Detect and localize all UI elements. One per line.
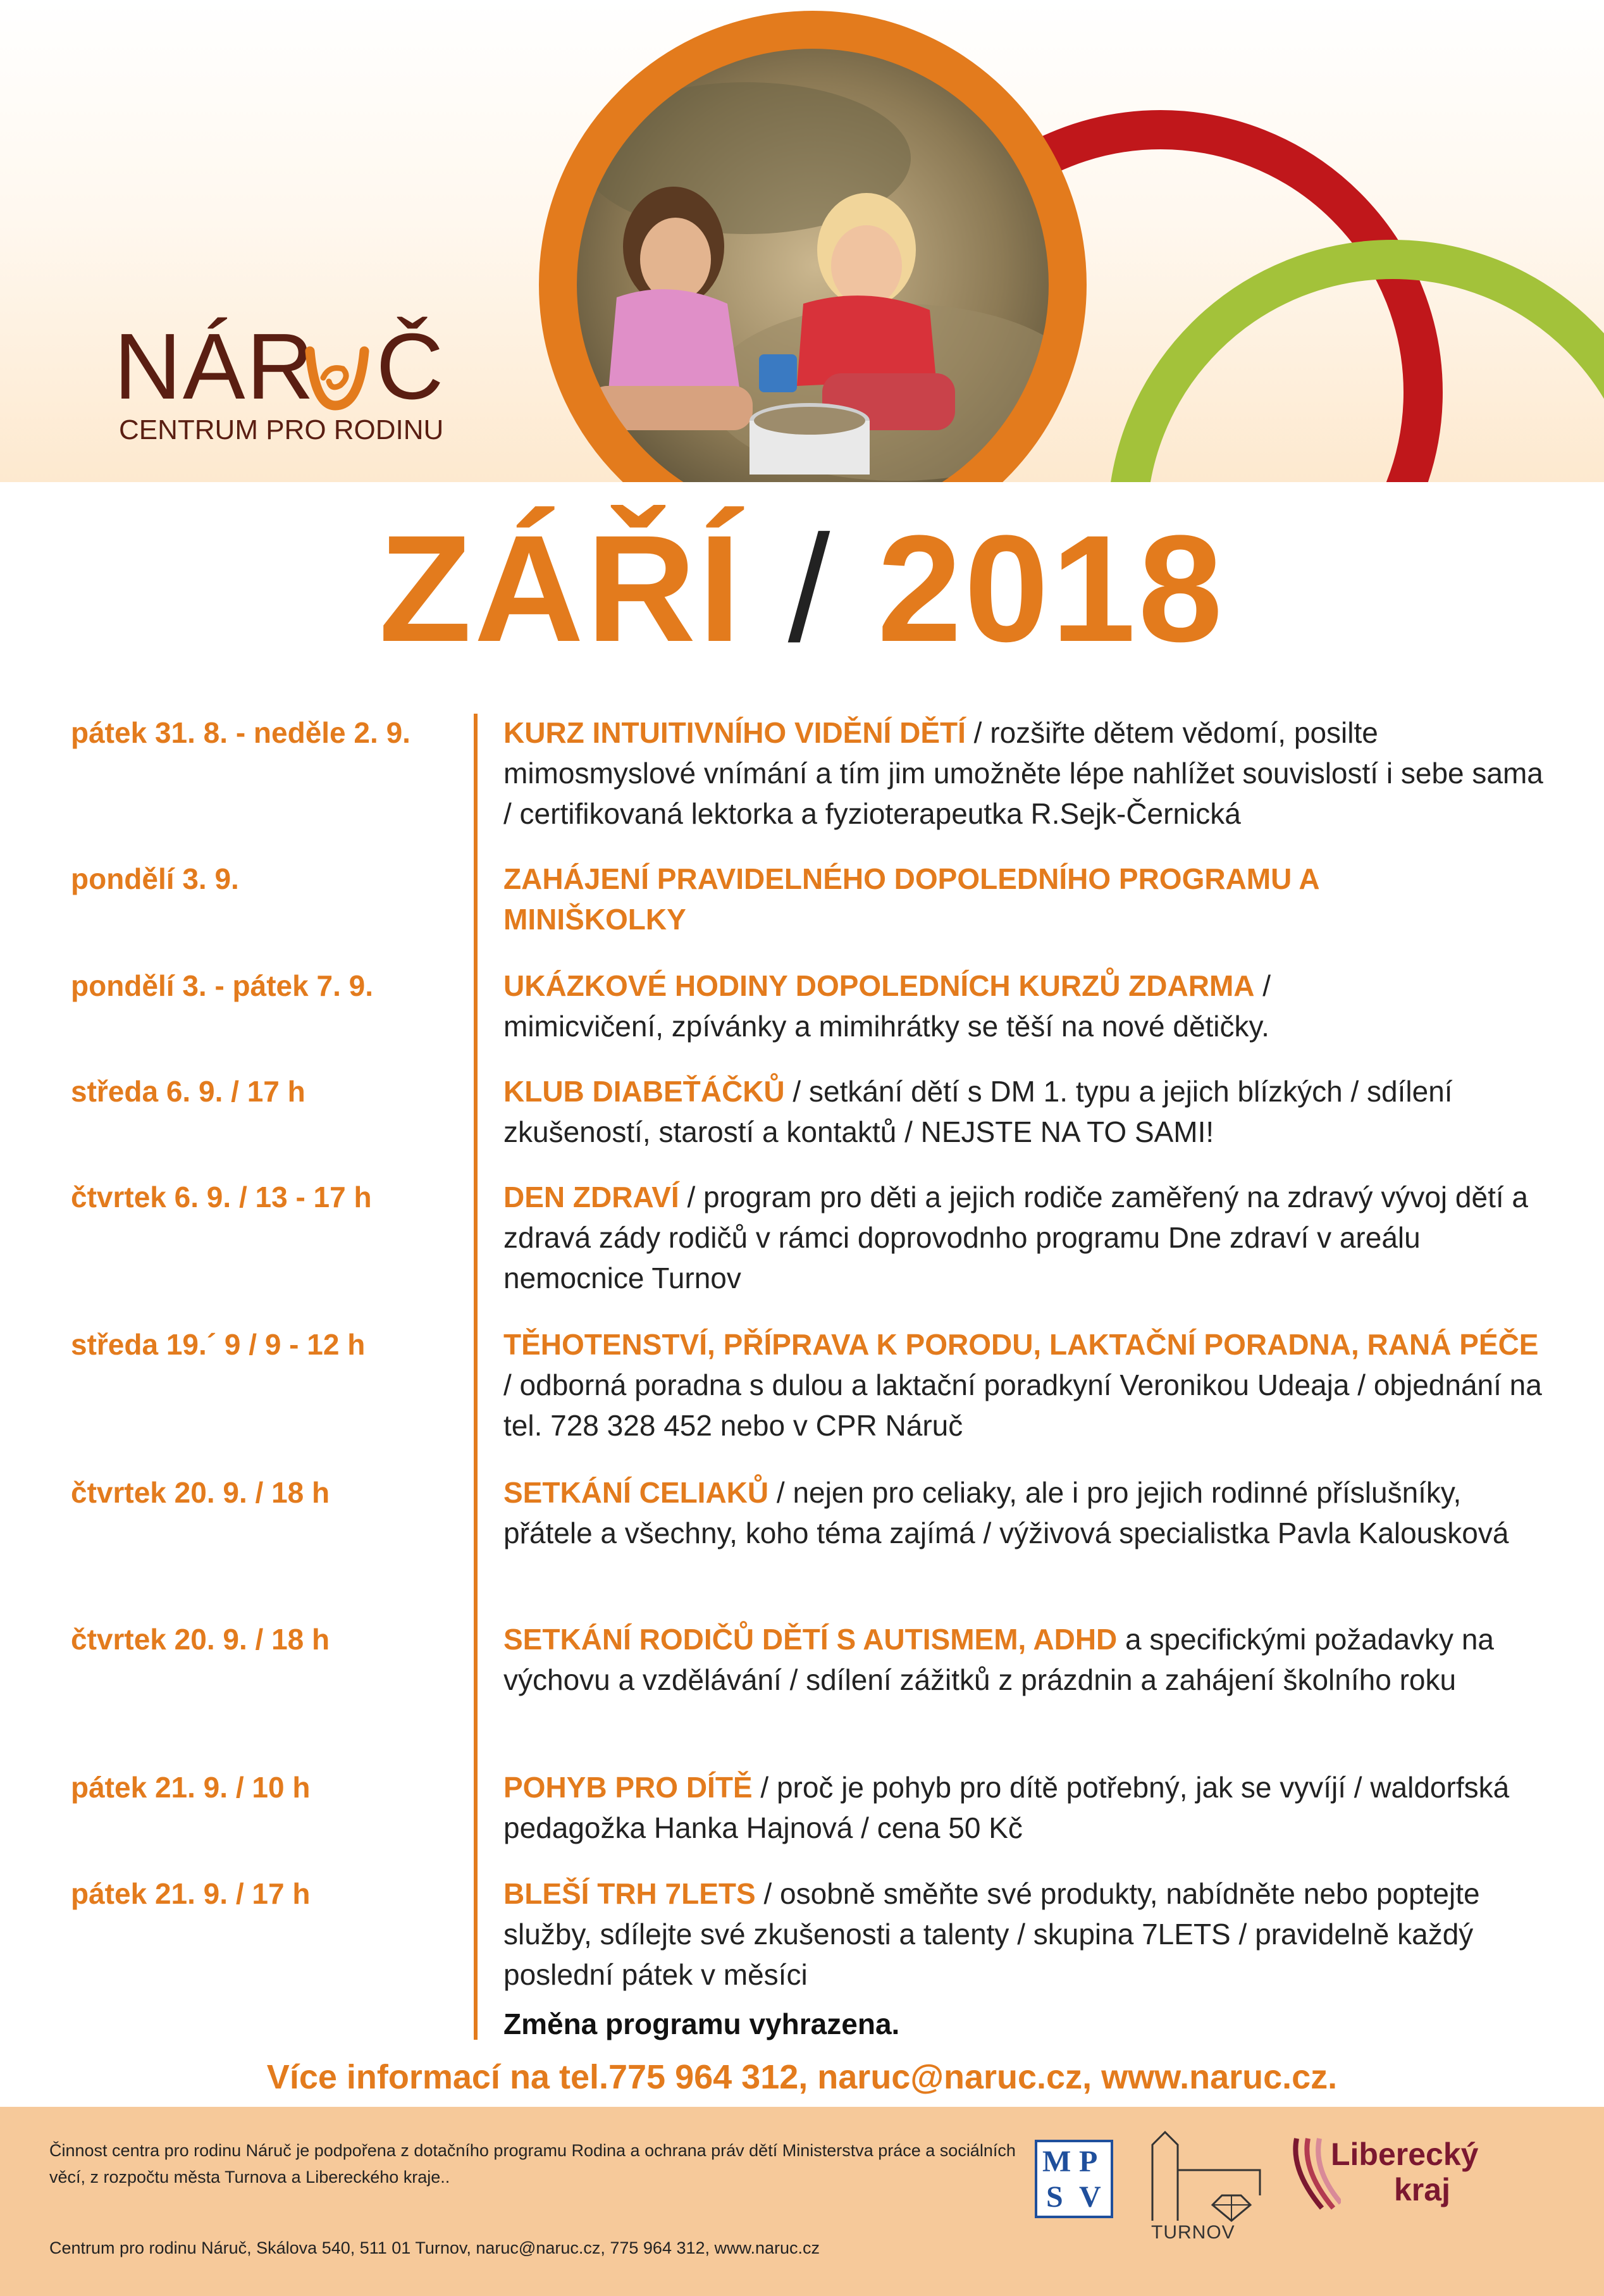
event-title: SETKÁNÍ CELIAKŮ xyxy=(503,1476,769,1509)
event-date: čtvrtek 6. 9. / 13 - 17 h xyxy=(71,1181,372,1213)
event-title: ZAHÁJENÍ PRAVIDELNÉHO DOPOLEDNÍHO PROGRAMU A MINIŠKOLKY xyxy=(503,862,1319,936)
kraj-label: kraj xyxy=(1394,2172,1450,2207)
event-date: pondělí 3. - pátek 7. 9. xyxy=(71,969,374,1002)
title-slash: / xyxy=(787,504,833,673)
event-details: / program pro děti a jejich rodiče zaměřený na zdravý vývoj dětí a zdravá zády rodičů v rámci doprovodnho programu Dne zdraví v areálu nemocnice Turnov xyxy=(503,1181,1529,1294)
event-title: POHYB PRO DÍTĚ xyxy=(503,1771,753,1804)
logo-name-right: Č xyxy=(376,314,445,419)
event-details: / proč je pohyb pro dítě potřebný, jak se vyvíjí / waldorfská pedagožka Hanka Hajnová / cena 50 Kč xyxy=(503,1771,1510,1844)
event-description xyxy=(503,965,1414,1046)
mpsv-letter: M xyxy=(1042,2145,1071,2178)
title-month: ZÁŘÍ xyxy=(379,504,743,673)
liberecky-label: Liberecký xyxy=(1331,2137,1479,2172)
mpsv-logo xyxy=(1035,2140,1113,2218)
event-description xyxy=(503,859,1389,940)
contact-info[interactable]: Více informací na tel.775 964 312, naruc@naruc.cz, www.naruc.cz. xyxy=(266,2058,1338,2096)
event-description xyxy=(503,1177,1553,1298)
event-title: DEN ZDRAVÍ xyxy=(503,1181,679,1213)
event-details: / rozšiřte dětem vědomí, posilte mimosmyslové vnímání a tím jim umožněte lépe nahlížet souvislostí i sebe sama / certifikovaná lektorka a fyzioterapeutka R.Sejk-Černická xyxy=(503,716,1543,830)
event-date: středa 6. 9. / 17 h xyxy=(71,1075,305,1108)
event-description xyxy=(503,1071,1553,1152)
event-description xyxy=(503,1767,1553,1848)
turnov-logo-icon xyxy=(1146,2126,1273,2227)
event-title: BLEŠÍ TRH 7LETS xyxy=(503,1877,756,1910)
event-details: / odborná poradna s dulou a laktační poradkyní Veronikou Udeaja / objednání na tel. 728 328 452 nebo v CPR Náruč xyxy=(503,1368,1542,1442)
logo-swirl-icon xyxy=(114,320,443,421)
green-ring xyxy=(1127,259,1604,482)
event-date: pátek 31. 8. - neděle 2. 9. xyxy=(71,716,410,749)
support-statement: Činnost centra pro rodinu Náruč je podpořena z dotačního programu Rodina a ochrana práv dětí Ministerstva práce a sociálních věcí, z rozpočtu města Turnova a Libereckého kraje.. xyxy=(49,2141,1016,2187)
hero-banner xyxy=(0,0,1604,482)
event-details: a specifickými požadavky na výchovu a vzdělávání / sdílení zážitků z prázdnin a zahájení školního roku xyxy=(503,1623,1494,1696)
event-description xyxy=(503,1873,1553,1995)
event-date: pátek 21. 9. / 10 h xyxy=(71,1771,311,1804)
mpsv-letter: P xyxy=(1079,2145,1098,2178)
event-title: KLUB DIABEŤÁČKŮ xyxy=(503,1075,785,1108)
turnov-label: TURNOV xyxy=(1151,2222,1235,2243)
event-details: / mimicvičení, zpívánky a mimihrátky se těší na nové dětičky. xyxy=(503,969,1271,1043)
footer xyxy=(0,2107,1604,2296)
event-title: TĚHOTENSTVÍ, PŘÍPRAVA K PORODU, LAKTAČNÍ PORADNA, RANÁ PÉČE xyxy=(503,1328,1539,1361)
event-title: SETKÁNÍ RODIČŮ DĚTÍ S AUTISMEM, ADHD xyxy=(503,1623,1118,1656)
logo-subtitle: CENTRUM PRO RODINU xyxy=(119,414,444,445)
event-date: čtvrtek 20. 9. / 18 h xyxy=(71,1476,330,1509)
program-change-note: Změna programu vyhrazena. xyxy=(503,2007,900,2040)
page-title xyxy=(0,506,1604,671)
event-title: KURZ INTUITIVNÍHO VIDĚNÍ DĚTÍ xyxy=(503,716,966,749)
title-year: 2018 xyxy=(877,504,1225,673)
event-description xyxy=(503,712,1553,834)
schedule-divider xyxy=(474,714,478,2040)
logo-name-left: NÁR xyxy=(114,314,316,419)
event-description xyxy=(503,1472,1553,1553)
event-details: / nejen pro celiaky, ale i pro jejich rodinné příslušníky, přátele a všechny, koho téma zajímá / výživová specialistka Pavla Kalousková xyxy=(503,1476,1509,1549)
event-date: pondělí 3. 9. xyxy=(71,862,239,895)
event-description xyxy=(503,1324,1553,1446)
footer-address: Centrum pro rodinu Náruč, Skálova 540, 511 01 Turnov, naruc@naruc.cz, 775 964 312, www.naruc.cz xyxy=(49,2238,820,2257)
event-date: pátek 21. 9. / 17 h xyxy=(71,1877,311,1910)
mpsv-letter: V xyxy=(1079,2180,1101,2214)
event-date: středa 19.´ 9 / 9 - 12 h xyxy=(71,1328,366,1361)
event-details: / setkání dětí s DM 1. typu a jejich blízkých / sdílení zkušeností, starostí a kontaktů / NEJSTE NA TO SAMI! xyxy=(503,1075,1453,1148)
event-details: / osobně směňte své produkty, nabídněte nebo poptejte služby, sdílejte své zkušenosti a talenty / skupina 7LETS / pravidelně každý poslední pátek v měsíci xyxy=(503,1877,1480,1991)
event-date: čtvrtek 20. 9. / 18 h xyxy=(71,1623,330,1656)
event-title: UKÁZKOVÉ HODINY DOPOLEDNÍCH KURZŮ ZDARMA xyxy=(503,969,1255,1002)
event-description xyxy=(503,1619,1553,1700)
mpsv-letter: S xyxy=(1046,2180,1063,2214)
